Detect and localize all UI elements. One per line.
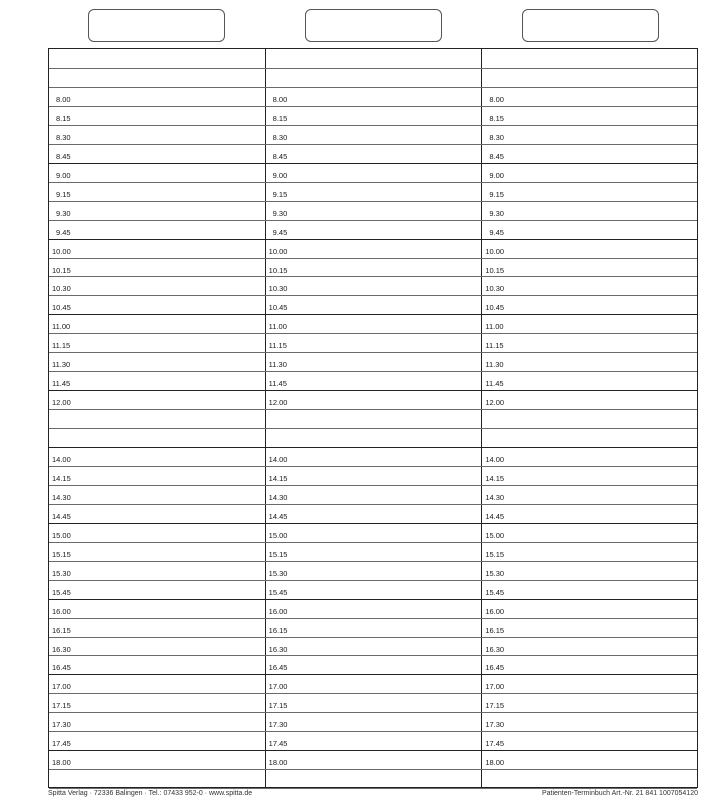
appointment-slot[interactable] (482, 466, 699, 485)
appointment-slot[interactable] (49, 769, 266, 788)
appointment-slot[interactable] (266, 220, 483, 239)
appointment-slot[interactable] (266, 371, 483, 390)
time-label: 15.00 (52, 530, 71, 540)
time-label: 14.45 (485, 511, 505, 521)
time-label: 9.45 (489, 227, 504, 237)
appointment-slot[interactable] (482, 618, 699, 637)
appointment-slot[interactable] (49, 390, 266, 409)
time-label: 12.00 (52, 397, 71, 407)
appointment-slot[interactable] (266, 390, 483, 409)
appointment-slot[interactable] (49, 333, 266, 352)
appointment-slot[interactable] (482, 674, 699, 693)
time-label: 11.45 (52, 378, 71, 388)
time-label: 8.30 (56, 132, 71, 142)
time-label: 18.00 (485, 757, 505, 767)
appointment-slot[interactable] (49, 125, 266, 144)
time-label: 9.15 (56, 189, 71, 199)
appointment-slot[interactable] (49, 87, 266, 106)
time-label: 11.00 (485, 321, 504, 331)
time-label: 11.00 (268, 321, 287, 331)
time-label: 9.15 (272, 189, 288, 199)
appointment-slot[interactable] (266, 580, 483, 599)
appointment-slot[interactable] (266, 485, 483, 504)
appointment-slot[interactable] (482, 599, 699, 618)
appointment-slot[interactable] (482, 750, 699, 769)
time-label: 15.15 (485, 549, 505, 559)
time-label: 11.15 (485, 340, 504, 350)
appointment-slot[interactable] (266, 239, 483, 258)
time-label: 12.00 (485, 397, 505, 407)
time-label: 14.45 (52, 511, 71, 521)
appointment-slot[interactable] (266, 447, 483, 466)
time-label: 14.00 (268, 454, 288, 464)
time-label: 14.45 (268, 511, 288, 521)
time-label: 18.00 (52, 757, 71, 767)
appointment-slot[interactable] (482, 125, 699, 144)
appointment-slot[interactable] (49, 599, 266, 618)
appointment-slot[interactable] (49, 68, 266, 87)
column-header-box-3[interactable] (522, 9, 659, 42)
time-label: 17.45 (268, 738, 288, 748)
appointment-slot[interactable] (49, 295, 266, 314)
appointment-slot[interactable] (49, 618, 266, 637)
appointment-slot[interactable] (49, 352, 266, 371)
column-header-box-2[interactable] (305, 9, 442, 42)
appointment-slot[interactable] (49, 276, 266, 295)
time-label: 10.30 (268, 283, 288, 293)
appointment-slot[interactable] (482, 542, 699, 561)
time-label: 10.45 (485, 302, 505, 312)
time-label: 17.00 (268, 681, 288, 691)
appointment-slot[interactable] (266, 182, 483, 201)
appointment-slot[interactable] (482, 637, 699, 656)
time-label: 16.30 (268, 644, 288, 654)
time-label: 18.00 (268, 757, 288, 767)
appointment-slot[interactable] (482, 371, 699, 390)
appointment-slot[interactable] (266, 314, 483, 333)
time-label: 17.00 (52, 681, 71, 691)
time-label: 9.15 (489, 189, 504, 199)
appointment-slot[interactable] (266, 504, 483, 523)
time-label: 9.30 (272, 208, 288, 218)
appointment-slot[interactable] (482, 523, 699, 542)
appointment-slot[interactable] (49, 504, 266, 523)
time-label: 10.00 (268, 246, 288, 256)
time-label: 15.30 (268, 568, 288, 578)
time-label: 11.00 (52, 321, 71, 331)
column-header-box-1[interactable] (88, 9, 225, 42)
appointment-slot[interactable] (482, 295, 699, 314)
appointment-slot[interactable] (49, 163, 266, 182)
time-label: 10.30 (52, 283, 71, 293)
appointment-slot[interactable] (482, 106, 699, 125)
appointment-slot[interactable] (482, 712, 699, 731)
appointment-slot[interactable] (482, 314, 699, 333)
appointment-slot[interactable] (482, 485, 699, 504)
time-label: 15.00 (268, 530, 288, 540)
appointment-slot[interactable] (49, 144, 266, 163)
time-label: 17.15 (268, 700, 288, 710)
appointment-slot[interactable] (482, 769, 699, 788)
appointment-slot[interactable] (266, 68, 483, 87)
time-label: 16.00 (485, 606, 505, 616)
appointment-slot[interactable] (482, 201, 699, 220)
time-label: 14.30 (485, 492, 505, 502)
appointment-slot[interactable] (482, 561, 699, 580)
time-label: 10.00 (52, 246, 71, 256)
time-label: 9.30 (489, 208, 504, 218)
time-label: 17.30 (52, 719, 71, 729)
time-label: 10.00 (485, 246, 505, 256)
time-label: 9.45 (56, 227, 71, 237)
time-label: 10.15 (485, 265, 505, 275)
time-label: 15.45 (268, 587, 288, 597)
time-label: 8.15 (56, 113, 71, 123)
appointment-slot[interactable] (49, 220, 266, 239)
appointment-slot[interactable] (266, 731, 483, 750)
time-label: 14.00 (52, 454, 71, 464)
appointment-slot[interactable] (49, 637, 266, 656)
appointment-slot[interactable] (482, 409, 699, 428)
appointment-slot[interactable] (49, 201, 266, 220)
time-label: 9.00 (56, 170, 71, 180)
appointment-slot[interactable] (49, 466, 266, 485)
appointment-slot[interactable] (482, 68, 699, 87)
appointment-slot[interactable] (482, 276, 699, 295)
time-label: 9.30 (56, 208, 71, 218)
appointment-slot[interactable] (49, 561, 266, 580)
appointment-slot[interactable] (266, 523, 483, 542)
appointment-slot[interactable] (266, 87, 483, 106)
time-label: 9.00 (489, 170, 504, 180)
appointment-slot[interactable] (49, 239, 266, 258)
appointment-slot[interactable] (49, 258, 266, 277)
time-label: 14.30 (52, 492, 71, 502)
appointment-slot[interactable] (49, 655, 266, 674)
appointment-slot[interactable] (266, 163, 483, 182)
time-label: 15.45 (52, 587, 71, 597)
appointment-slot[interactable] (49, 693, 266, 712)
time-label: 10.30 (485, 283, 505, 293)
appointment-slot[interactable] (266, 637, 483, 656)
appointment-slot[interactable] (266, 542, 483, 561)
appointment-slot[interactable] (49, 314, 266, 333)
time-label: 9.00 (272, 170, 288, 180)
appointment-slot[interactable] (49, 106, 266, 125)
appointment-slot[interactable] (266, 428, 483, 447)
appointment-slot[interactable] (49, 580, 266, 599)
time-label: 14.30 (268, 492, 288, 502)
appointment-slot[interactable] (266, 618, 483, 637)
appointment-slot[interactable] (266, 674, 483, 693)
time-label: 14.15 (485, 473, 505, 483)
appointment-slot[interactable] (482, 182, 699, 201)
appointment-slot[interactable] (49, 447, 266, 466)
appointment-slot[interactable] (266, 106, 483, 125)
time-label: 17.30 (268, 719, 288, 729)
appointment-slot[interactable] (482, 731, 699, 750)
time-label: 10.15 (268, 265, 288, 275)
appointment-slot[interactable] (482, 693, 699, 712)
appointment-slot[interactable] (266, 561, 483, 580)
appointment-grid (48, 48, 698, 788)
appointment-slot[interactable] (482, 504, 699, 523)
time-label: 15.45 (485, 587, 505, 597)
appointment-slot[interactable] (482, 258, 699, 277)
appointment-slot[interactable] (49, 523, 266, 542)
time-label: 15.00 (485, 530, 505, 540)
time-label: 11.45 (485, 378, 504, 388)
appointment-slot[interactable] (482, 239, 699, 258)
appointment-slot[interactable] (49, 371, 266, 390)
time-label: 12.00 (268, 397, 288, 407)
appointment-slot[interactable] (266, 769, 483, 788)
time-label: 16.00 (52, 606, 71, 616)
footer-publisher: Spitta Verlag · 72336 Balingen · Tel.: 07433 952-0 · www.spitta.de (48, 790, 253, 797)
appointment-slot[interactable] (266, 201, 483, 220)
time-label: 16.45 (52, 662, 71, 672)
time-label: 16.15 (268, 625, 288, 635)
time-label: 11.45 (268, 378, 287, 388)
appointment-slot[interactable] (266, 788, 483, 807)
time-label: 11.30 (52, 359, 71, 369)
time-label: 10.45 (52, 302, 71, 312)
appointment-slot[interactable] (266, 750, 483, 769)
time-label: 16.15 (52, 625, 71, 635)
time-label: 14.15 (268, 473, 288, 483)
appointment-slot[interactable] (266, 712, 483, 731)
appointment-slot[interactable] (266, 655, 483, 674)
appointment-slot[interactable] (49, 409, 266, 428)
appointment-slot[interactable] (49, 182, 266, 201)
time-label: 16.30 (485, 644, 505, 654)
appointment-slot[interactable] (49, 731, 266, 750)
time-label: 16.45 (485, 662, 505, 672)
appointment-slot[interactable] (482, 447, 699, 466)
time-label: 14.00 (485, 454, 505, 464)
time-label: 15.15 (268, 549, 288, 559)
appointment-slot[interactable] (482, 580, 699, 599)
time-label: 17.30 (485, 719, 505, 729)
time-label: 11.15 (52, 340, 71, 350)
time-label: 8.45 (272, 151, 288, 161)
time-label: 15.30 (485, 568, 505, 578)
appointment-slot[interactable] (482, 220, 699, 239)
time-label: 11.30 (268, 359, 287, 369)
appointment-slot[interactable] (266, 258, 483, 277)
time-label: 8.15 (272, 113, 288, 123)
appointment-slot[interactable] (266, 352, 483, 371)
appointment-slot[interactable] (482, 655, 699, 674)
time-label: 9.45 (272, 227, 288, 237)
time-label: 8.00 (272, 94, 288, 104)
appointment-slot[interactable] (482, 390, 699, 409)
time-label: 16.15 (485, 625, 505, 635)
appointment-slot[interactable] (482, 87, 699, 106)
appointment-slot[interactable] (266, 409, 483, 428)
footer-product-info: Patienten-Terminbuch Art.-Nr. 21 841 1007054120 (541, 790, 698, 797)
appointment-slot[interactable] (266, 125, 483, 144)
appointment-slot[interactable] (266, 144, 483, 163)
appointment-slot[interactable] (482, 144, 699, 163)
time-label: 17.00 (485, 681, 505, 691)
appointment-slot[interactable] (266, 276, 483, 295)
time-label: 11.30 (485, 359, 504, 369)
time-label: 8.45 (489, 151, 504, 161)
time-label: 17.15 (485, 700, 505, 710)
appointment-slot[interactable] (49, 712, 266, 731)
time-label: 8.30 (272, 132, 288, 142)
time-label: 15.15 (52, 549, 71, 559)
time-label: 16.00 (268, 606, 288, 616)
time-label: 10.45 (268, 302, 288, 312)
appointment-slot[interactable] (49, 485, 266, 504)
time-label: 8.00 (489, 94, 504, 104)
appointment-slot[interactable] (266, 693, 483, 712)
time-label: 8.00 (56, 94, 71, 104)
appointment-slot[interactable] (49, 750, 266, 769)
time-label: 8.45 (56, 151, 71, 161)
time-label: 15.30 (52, 568, 71, 578)
appointment-slot[interactable] (482, 333, 699, 352)
appointment-slot[interactable] (482, 352, 699, 371)
time-label: 10.15 (52, 265, 71, 275)
time-label: 8.15 (489, 113, 504, 123)
time-label: 17.15 (52, 700, 71, 710)
appointment-slot[interactable] (482, 163, 699, 182)
time-label: 16.45 (268, 662, 288, 672)
appointment-slot[interactable] (266, 295, 483, 314)
time-label: 8.30 (489, 132, 504, 142)
time-label: 14.15 (52, 473, 71, 483)
appointment-slot[interactable] (49, 674, 266, 693)
appointment-slot[interactable] (266, 333, 483, 352)
appointment-slot[interactable] (266, 466, 483, 485)
appointment-slot[interactable] (266, 599, 483, 618)
time-label: 11.15 (268, 340, 287, 350)
appointment-slot[interactable] (482, 428, 699, 447)
time-label: 17.45 (485, 738, 505, 748)
appointment-slot[interactable] (49, 428, 266, 447)
time-label: 16.30 (52, 644, 71, 654)
appointment-slot[interactable] (49, 542, 266, 561)
time-label: 17.45 (52, 738, 71, 748)
